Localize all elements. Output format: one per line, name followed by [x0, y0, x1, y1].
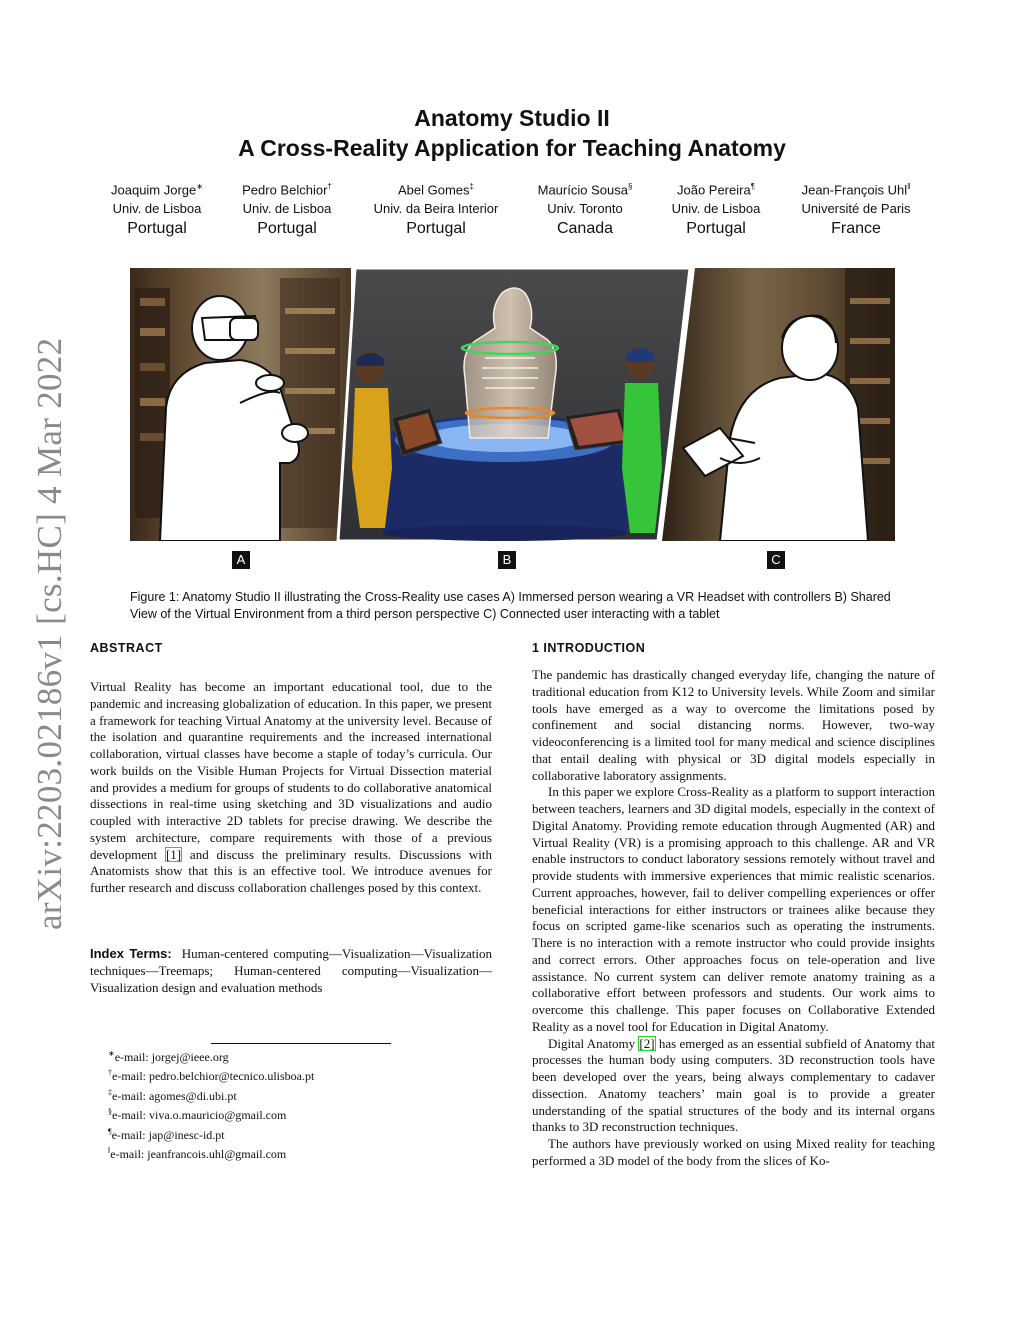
author-name: Maurício Sousa	[537, 182, 628, 198]
author-name: Jean-François Uhl	[801, 182, 908, 198]
footnote-text: e-mail: pedro.belchior@tecnico.ulisboa.pt	[112, 1069, 315, 1084]
footnote	[108, 1143, 488, 1162]
arxiv-side-stamp: arXiv:2203.02186v1 [cs.HC] 4 Mar 2022	[30, 337, 69, 930]
author-name: Abel Gomes	[398, 182, 470, 198]
footnote-text: e-mail: jorgej@ieee.org	[114, 1050, 229, 1064]
figure-label-b: B	[498, 551, 516, 569]
author-mark: ¶	[750, 182, 755, 191]
footnote-mark: ‡	[108, 1087, 112, 1097]
intro-text: Digital Anatomy	[548, 1035, 639, 1051]
intro-text: has emerged as an essential subfield of Anatomy that processes the human body using computers. 3D reconstruction tools have been developed over the years, being always complementary to cadaver dissection. Anatomy teachers’ main goal is to provide a greater understanding of the spatial structures of the body and its internal organs thanks to 3D reconstruction techniques.	[532, 1035, 935, 1135]
footnote-text: e-mail: jap@inesc-id.pt	[111, 1127, 225, 1142]
footnote	[108, 1124, 488, 1143]
footnote-mark: ‖	[108, 1146, 111, 1156]
author-block	[510, 178, 660, 239]
intro-paragraph: The pandemic has drastically changed everyday life, changing the nature of traditional education from K12 to University levels. While Zoom and similar tools have emerged as a way to overcome the limitations posed by confinement and social distancing norms. However, two-way videoconferencing is a limited tool for many medical and science disciplines that entail dealing with physical or 3D digital models especially in collaborative laboratory assignments.	[532, 667, 935, 783]
figure-caption: Figure 1: Anatomy Studio II illustrating the Cross-Reality use cases A) Immersed person wearing a VR Headset with controllers B) Shared View of the Virtual Environment from a third person perspective C) Connected user interacting with a tablet	[130, 590, 891, 621]
panel-a-illustration	[130, 268, 351, 541]
footnote-mark: ¶	[108, 1126, 112, 1136]
author-country: Portugal	[406, 220, 466, 238]
author-mark: ‖	[907, 182, 911, 191]
author-affiliation: Université de Paris	[801, 201, 911, 217]
author-mark: †	[327, 182, 332, 191]
author-name: Pedro Belchior	[242, 182, 328, 198]
introduction-heading: 1 INTRODUCTION	[532, 641, 646, 655]
author-block	[361, 178, 511, 239]
author-affiliation: Univ. de Lisboa	[242, 201, 332, 217]
author-country: Portugal	[257, 220, 317, 238]
author-name: Joaquim Jorge	[111, 182, 197, 198]
paper-title-line1: Anatomy Studio II	[414, 105, 610, 131]
panel-c-illustration	[662, 268, 895, 541]
author-country: Portugal	[127, 220, 187, 238]
author-name: João Pereira	[676, 182, 751, 198]
footnote-mark: †	[108, 1068, 112, 1078]
index-terms-label: Index Terms:	[90, 946, 172, 961]
intro-paragraph	[532, 1036, 935, 1137]
abstract-text: Virtual Reality has become an important educational tool, due to the pandemic and increasing globalization of education. In this paper, we present a framework for teaching Virtual Anatomy at the university level. Because of the isolation and quarantine requirements and the increased international collaboration, virtual classes have become a staple of today’s curricula. Our work builds on the Visible Human Projects for Virtual Dissection material and provides a medium for groups of students to do collaborative anatomical dissections in real-time using sketching and 3D visualizations and audio coupled with interactive 2D tablets for precise drawing. We describe the system architecture, compare requirements with those of a previous development	[90, 679, 492, 862]
footnote	[108, 1065, 488, 1084]
introduction-body	[532, 667, 935, 1170]
paper-title-line2: A Cross-Reality Application for Teaching Anatomy	[238, 135, 786, 161]
footnote	[108, 1046, 488, 1065]
footnotes	[108, 1046, 488, 1162]
footnote-text: e-mail: agomes@di.ubi.pt	[112, 1088, 237, 1103]
author-mark: §	[627, 182, 633, 191]
author-block	[781, 178, 931, 239]
footnote-mark: ∗	[108, 1049, 115, 1058]
citation-link[interactable]: [2]	[639, 1035, 655, 1051]
author-block	[641, 178, 791, 239]
footnote-rule	[211, 1043, 391, 1044]
author-mark: ‡	[469, 182, 474, 191]
author-affiliation: Univ. da Beira Interior	[373, 201, 499, 217]
abstract-heading: ABSTRACT	[90, 641, 163, 655]
index-terms	[90, 946, 492, 996]
figure-label-c: C	[767, 551, 785, 569]
footnote-text: e-mail: jeanfrancois.uhl@gmail.com	[110, 1147, 287, 1162]
teaser-figure	[130, 268, 895, 541]
author-country: Portugal	[686, 220, 746, 238]
footnote-mark: §	[108, 1107, 112, 1117]
figure-label-a: A	[232, 551, 250, 569]
author-list	[92, 178, 992, 238]
author-country: France	[831, 220, 881, 238]
footnote-text: e-mail: viva.o.mauricio@gmail.com	[112, 1108, 287, 1123]
abstract-text: and discuss the preliminary results. Discussions with Anatomists show that this is an effective tool. We introduce avenues for further research and discuss collaboration challenges posed by this context.	[90, 846, 492, 895]
footnote	[108, 1085, 488, 1104]
citation-link[interactable]: [1]	[165, 846, 182, 862]
intro-paragraph: In this paper we explore Cross-Reality as a platform to support interaction between teachers, learners and 3D digital models, especially in the context of Digital Anatomy. Providing remote education through Augmented (AR) and Virtual Reality (VR) is a promising approach to this challenge. AR and VR enable instructors to conduct laboratory sessions remotely without travel and provide students with immersive experiences that mimic realistic scenarios. Current approaches, however, fail to deliver compelling experiences or offer beneficial interactions for either instructors or trainees alike because they focus on scripted game-like scenarios such as operating the instruments. There is no interaction with a remote instructor who could provide insights and correct errors. Other approaches focus on tele-operation and live assistance. No current system can deliver remote anatomy training as a collaborative effort between professors and students. Our work aims to overcome this challenge. This paper focuses on Collaborative Extended Reality as a novel tool for Education in Digital Anatomy.	[532, 784, 935, 1034]
author-affiliation: Univ. de Lisboa	[112, 201, 202, 217]
author-affiliation: Univ. Toronto	[547, 201, 623, 217]
index-terms-text: Human-centered computing—Visualization—Visualization techniques—Treemaps; Human-centered computing—Visualization—Visualization design and evaluation methods	[90, 946, 492, 995]
footnote	[108, 1104, 488, 1123]
author-mark: ∗	[196, 182, 203, 191]
author-affiliation: Univ. de Lisboa	[671, 201, 761, 217]
author-block	[212, 178, 362, 239]
abstract-body	[90, 679, 492, 897]
author-country: Canada	[556, 220, 614, 238]
intro-paragraph: The authors have previously worked on using Mixed reality for teaching performed a 3D model of the body from the slices of Ko-	[532, 1136, 935, 1168]
author-block	[82, 178, 232, 239]
panel-b-illustration	[338, 268, 690, 541]
